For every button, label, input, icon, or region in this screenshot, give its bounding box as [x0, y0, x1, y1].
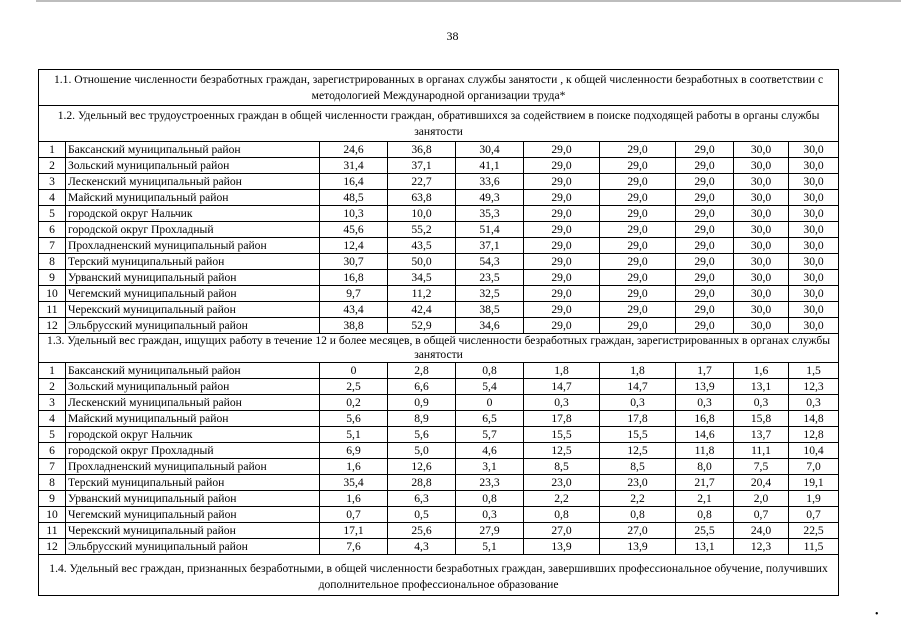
value-cell: 0,8: [456, 363, 524, 379]
value-cell: 41,1: [456, 158, 524, 174]
value-cell: 27,9: [456, 523, 524, 539]
value-cell: 37,1: [456, 238, 524, 254]
value-cell: 29,0: [676, 190, 734, 206]
row-number: 10: [39, 286, 66, 302]
value-cell: 14,7: [600, 379, 676, 395]
value-cell: 30,0: [734, 302, 789, 318]
value-cell: 29,0: [676, 174, 734, 190]
value-cell: 30,0: [734, 206, 789, 222]
value-cell: 15,8: [734, 411, 789, 427]
value-cell: 0,3: [524, 395, 600, 411]
value-cell: 13,7: [734, 427, 789, 443]
district-name: Черекский муниципальный район: [66, 523, 320, 539]
value-cell: 29,0: [600, 142, 676, 158]
value-cell: 0,7: [734, 507, 789, 523]
value-cell: 2,2: [524, 491, 600, 507]
table-row: [39, 443, 839, 459]
value-cell: 23,3: [456, 475, 524, 491]
value-cell: 5,6: [320, 411, 388, 427]
value-cell: 29,0: [524, 158, 600, 174]
district-name: Эльбрусский муниципальный район: [66, 539, 320, 555]
row-number: 1: [39, 142, 66, 158]
value-cell: 30,0: [789, 158, 839, 174]
value-cell: 4,6: [456, 443, 524, 459]
value-cell: 29,0: [600, 318, 676, 334]
table-row: [39, 459, 839, 475]
table-row: [39, 395, 839, 411]
value-cell: 52,9: [388, 318, 456, 334]
value-cell: 0,3: [600, 395, 676, 411]
row-number: 12: [39, 539, 66, 555]
value-cell: 29,0: [600, 190, 676, 206]
value-cell: 30,0: [734, 318, 789, 334]
value-cell: 30,0: [734, 254, 789, 270]
value-cell: 30,0: [789, 206, 839, 222]
value-cell: 27,0: [600, 523, 676, 539]
value-cell: 30,0: [789, 174, 839, 190]
value-cell: 29,0: [524, 142, 600, 158]
table-row: [39, 523, 839, 539]
row-number: 4: [39, 190, 66, 206]
value-cell: 0: [320, 363, 388, 379]
value-cell: 9,7: [320, 286, 388, 302]
value-cell: 45,6: [320, 222, 388, 238]
value-cell: 25,5: [676, 523, 734, 539]
table-row: [39, 475, 839, 491]
district-name: Черекский муниципальный район: [66, 302, 320, 318]
row-number: 4: [39, 411, 66, 427]
value-cell: 11,1: [734, 443, 789, 459]
row-number: 11: [39, 523, 66, 539]
value-cell: 29,0: [524, 174, 600, 190]
value-cell: 30,0: [789, 254, 839, 270]
value-cell: 29,0: [676, 158, 734, 174]
value-cell: 19,1: [789, 475, 839, 491]
value-cell: 0,3: [676, 395, 734, 411]
value-cell: 10,3: [320, 206, 388, 222]
value-cell: 8,0: [676, 459, 734, 475]
table-row: [39, 427, 839, 443]
district-name: Майский муниципальный район: [66, 190, 320, 206]
value-cell: 43,5: [388, 238, 456, 254]
value-cell: 29,0: [676, 206, 734, 222]
value-cell: 24,6: [320, 142, 388, 158]
value-cell: 2,8: [388, 363, 456, 379]
value-cell: 11,8: [676, 443, 734, 459]
value-cell: 12,3: [789, 379, 839, 395]
value-cell: 38,5: [456, 302, 524, 318]
value-cell: 29,0: [600, 158, 676, 174]
value-cell: 0,8: [600, 507, 676, 523]
value-cell: 29,0: [524, 254, 600, 270]
row-number: 3: [39, 174, 66, 190]
value-cell: 30,0: [789, 270, 839, 286]
value-cell: 1,6: [320, 491, 388, 507]
row-number: 9: [39, 491, 66, 507]
value-cell: 29,0: [600, 222, 676, 238]
value-cell: 13,1: [676, 539, 734, 555]
value-cell: 29,0: [524, 318, 600, 334]
value-cell: 12,3: [734, 539, 789, 555]
value-cell: 29,0: [676, 286, 734, 302]
row-number: 2: [39, 158, 66, 174]
value-cell: 29,0: [600, 286, 676, 302]
value-cell: 8,5: [600, 459, 676, 475]
table-row: [39, 302, 839, 318]
value-cell: 29,0: [524, 190, 600, 206]
district-name: Прохладненский муниципальный район: [66, 238, 320, 254]
district-name: городской округ Нальчик: [66, 206, 320, 222]
value-cell: 22,7: [388, 174, 456, 190]
value-cell: 34,5: [388, 270, 456, 286]
value-cell: 14,8: [789, 411, 839, 427]
value-cell: 11,2: [388, 286, 456, 302]
row-number: 10: [39, 507, 66, 523]
value-cell: 34,6: [456, 318, 524, 334]
value-cell: 23,5: [456, 270, 524, 286]
value-cell: 29,0: [600, 174, 676, 190]
table-row: [39, 254, 839, 270]
value-cell: 16,8: [676, 411, 734, 427]
district-name: Терский муниципальный район: [66, 475, 320, 491]
value-cell: 0,5: [388, 507, 456, 523]
district-name: Чегемский муниципальный район: [66, 286, 320, 302]
table-row: [39, 270, 839, 286]
value-cell: 1,9: [789, 491, 839, 507]
value-cell: 0,2: [320, 395, 388, 411]
value-cell: 29,0: [676, 238, 734, 254]
value-cell: 29,0: [676, 222, 734, 238]
district-name: Баксанский муниципальный район: [66, 363, 320, 379]
value-cell: 29,0: [524, 222, 600, 238]
district-name: Зольский муниципальный район: [66, 158, 320, 174]
value-cell: 6,3: [388, 491, 456, 507]
value-cell: 37,1: [388, 158, 456, 174]
district-name: городской округ Прохладный: [66, 222, 320, 238]
table-row: [39, 539, 839, 555]
table-row: [39, 286, 839, 302]
value-cell: 7,0: [789, 459, 839, 475]
value-cell: 2,5: [320, 379, 388, 395]
value-cell: 30,0: [789, 238, 839, 254]
value-cell: 30,0: [734, 238, 789, 254]
value-cell: 15,5: [600, 427, 676, 443]
table-row: [39, 190, 839, 206]
value-cell: 49,3: [456, 190, 524, 206]
value-cell: 29,0: [524, 238, 600, 254]
value-cell: 30,4: [456, 142, 524, 158]
value-cell: 35,3: [456, 206, 524, 222]
row-number: 7: [39, 238, 66, 254]
district-name: городской округ Прохладный: [66, 443, 320, 459]
value-cell: 29,0: [600, 270, 676, 286]
value-cell: 5,7: [456, 427, 524, 443]
value-cell: 20,4: [734, 475, 789, 491]
value-cell: 33,6: [456, 174, 524, 190]
value-cell: 2,1: [676, 491, 734, 507]
value-cell: 10,0: [388, 206, 456, 222]
value-cell: 6,5: [456, 411, 524, 427]
value-cell: 2,0: [734, 491, 789, 507]
value-cell: 4,3: [388, 539, 456, 555]
value-cell: 1,6: [320, 459, 388, 475]
district-name: Урванский муниципальный район: [66, 491, 320, 507]
value-cell: 29,0: [600, 206, 676, 222]
row-number: 11: [39, 302, 66, 318]
value-cell: 17,1: [320, 523, 388, 539]
value-cell: 29,0: [676, 254, 734, 270]
value-cell: 29,0: [676, 318, 734, 334]
value-cell: 0,3: [734, 395, 789, 411]
value-cell: 42,4: [388, 302, 456, 318]
value-cell: 30,0: [734, 142, 789, 158]
row-number: 5: [39, 206, 66, 222]
table-row: [39, 158, 839, 174]
row-number: 8: [39, 475, 66, 491]
value-cell: 30,0: [789, 142, 839, 158]
district-name: Урванский муниципальный район: [66, 270, 320, 286]
section-header-1-4: [39, 555, 839, 596]
district-name: городской округ Нальчик: [66, 427, 320, 443]
district-name: Прохладненский муниципальный район: [66, 459, 320, 475]
value-cell: 36,8: [388, 142, 456, 158]
value-cell: 29,0: [524, 302, 600, 318]
page-number: 38: [446, 29, 459, 43]
value-cell: 0,7: [320, 507, 388, 523]
value-cell: 29,0: [524, 286, 600, 302]
value-cell: 29,0: [600, 254, 676, 270]
value-cell: 14,7: [524, 379, 600, 395]
section-title-1-4: 1.4. Удельный вес граждан, признанных безработными, в общей численности безработных граждан, завершивших профессиональное обучение, получивших дополнительное профессиональное образование: [39, 555, 839, 596]
value-cell: 5,4: [456, 379, 524, 395]
value-cell: 0,8: [524, 507, 600, 523]
margin-dot: •: [875, 609, 879, 620]
value-cell: 12,4: [320, 238, 388, 254]
value-cell: 1,8: [600, 363, 676, 379]
section-title-1-1: 1.1. Отношение численности безработных граждан, зарегистрированных в органах службы занятости , к общей численности безработных в соответствии с методологией Международной организации труда*: [39, 70, 839, 106]
value-cell: 29,0: [524, 206, 600, 222]
value-cell: 14,6: [676, 427, 734, 443]
row-number: 1: [39, 363, 66, 379]
value-cell: 31,4: [320, 158, 388, 174]
value-cell: 2,2: [600, 491, 676, 507]
value-cell: 30,0: [789, 318, 839, 334]
value-cell: 30,0: [734, 174, 789, 190]
value-cell: 29,0: [676, 142, 734, 158]
table-row: [39, 222, 839, 238]
value-cell: 8,9: [388, 411, 456, 427]
value-cell: 6,9: [320, 443, 388, 459]
value-cell: 13,1: [734, 379, 789, 395]
value-cell: 12,6: [388, 459, 456, 475]
value-cell: 51,4: [456, 222, 524, 238]
value-cell: 16,8: [320, 270, 388, 286]
district-name: Лескенский муниципальный район: [66, 174, 320, 190]
row-number: 6: [39, 222, 66, 238]
table-row: [39, 174, 839, 190]
value-cell: 23,0: [524, 475, 600, 491]
section-title-1-2: 1.2. Удельный вес трудоустроенных граждан в общей численности граждан, обратившихся за содействием в поиске подходящей работы в органы службы занятости: [39, 106, 839, 142]
row-number: 6: [39, 443, 66, 459]
value-cell: 0,7: [789, 507, 839, 523]
value-cell: 22,5: [789, 523, 839, 539]
row-number: 5: [39, 427, 66, 443]
row-number: 12: [39, 318, 66, 334]
value-cell: 17,8: [524, 411, 600, 427]
value-cell: 35,4: [320, 475, 388, 491]
table-row: [39, 491, 839, 507]
value-cell: 30,0: [789, 302, 839, 318]
value-cell: 29,0: [524, 270, 600, 286]
value-cell: 0,3: [456, 507, 524, 523]
value-cell: 21,7: [676, 475, 734, 491]
value-cell: 13,9: [524, 539, 600, 555]
value-cell: 30,0: [734, 286, 789, 302]
value-cell: 12,8: [789, 427, 839, 443]
value-cell: 23,0: [600, 475, 676, 491]
value-cell: 25,6: [388, 523, 456, 539]
section-header-1-2: [39, 106, 839, 142]
district-name: Эльбрусский муниципальный район: [66, 318, 320, 334]
value-cell: 30,7: [320, 254, 388, 270]
value-cell: 0: [456, 395, 524, 411]
value-cell: 7,5: [734, 459, 789, 475]
value-cell: 32,5: [456, 286, 524, 302]
value-cell: 17,8: [600, 411, 676, 427]
section-header-1-3: [39, 334, 839, 363]
value-cell: 38,8: [320, 318, 388, 334]
value-cell: 28,8: [388, 475, 456, 491]
value-cell: 30,0: [789, 190, 839, 206]
value-cell: 30,0: [789, 222, 839, 238]
value-cell: 8,5: [524, 459, 600, 475]
value-cell: 5,0: [388, 443, 456, 459]
value-cell: 12,5: [524, 443, 600, 459]
value-cell: 0,8: [676, 507, 734, 523]
top-border-line: [36, 0, 901, 2]
value-cell: 43,4: [320, 302, 388, 318]
row-number: 8: [39, 254, 66, 270]
indicators-table: [38, 69, 839, 596]
value-cell: 16,4: [320, 174, 388, 190]
table-row: [39, 379, 839, 395]
table-row: [39, 318, 839, 334]
value-cell: 27,0: [524, 523, 600, 539]
value-cell: 13,9: [600, 539, 676, 555]
value-cell: 24,0: [734, 523, 789, 539]
district-name: Лескенский муниципальный район: [66, 395, 320, 411]
value-cell: 0,3: [789, 395, 839, 411]
district-name: Терский муниципальный район: [66, 254, 320, 270]
table-row: [39, 507, 839, 523]
value-cell: 1,6: [734, 363, 789, 379]
table-row: [39, 363, 839, 379]
district-name: Майский муниципальный район: [66, 411, 320, 427]
value-cell: 6,6: [388, 379, 456, 395]
district-name: Баксанский муниципальный район: [66, 142, 320, 158]
value-cell: 3,1: [456, 459, 524, 475]
row-number: 9: [39, 270, 66, 286]
value-cell: 1,7: [676, 363, 734, 379]
district-name: Чегемский муниципальный район: [66, 507, 320, 523]
value-cell: 30,0: [734, 190, 789, 206]
value-cell: 54,3: [456, 254, 524, 270]
table-row: [39, 142, 839, 158]
table-row: [39, 238, 839, 254]
value-cell: 48,5: [320, 190, 388, 206]
value-cell: 5,1: [320, 427, 388, 443]
value-cell: 5,6: [388, 427, 456, 443]
row-number: 3: [39, 395, 66, 411]
value-cell: 13,9: [676, 379, 734, 395]
value-cell: 29,0: [676, 270, 734, 286]
value-cell: 0,8: [456, 491, 524, 507]
value-cell: 30,0: [734, 270, 789, 286]
value-cell: 5,1: [456, 539, 524, 555]
value-cell: 29,0: [676, 302, 734, 318]
value-cell: 50,0: [388, 254, 456, 270]
value-cell: 15,5: [524, 427, 600, 443]
row-number: 7: [39, 459, 66, 475]
table-row: [39, 206, 839, 222]
table-row: [39, 411, 839, 427]
value-cell: 10,4: [789, 443, 839, 459]
value-cell: 30,0: [734, 158, 789, 174]
value-cell: 1,8: [524, 363, 600, 379]
value-cell: 7,6: [320, 539, 388, 555]
value-cell: 55,2: [388, 222, 456, 238]
value-cell: 30,0: [789, 286, 839, 302]
value-cell: 63,8: [388, 190, 456, 206]
row-number: 2: [39, 379, 66, 395]
value-cell: 12,5: [600, 443, 676, 459]
section-header-1-1: [39, 70, 839, 106]
district-name: Зольский муниципальный район: [66, 379, 320, 395]
value-cell: 30,0: [734, 222, 789, 238]
section-title-1-3: 1.3. Удельный вес граждан, ищущих работу в течение 12 и более месяцев, в общей численности безработных граждан, зарегистрированных в органах службы занятости: [39, 334, 839, 363]
value-cell: 11,5: [789, 539, 839, 555]
value-cell: 29,0: [600, 238, 676, 254]
value-cell: 0,9: [388, 395, 456, 411]
value-cell: 1,5: [789, 363, 839, 379]
value-cell: 29,0: [600, 302, 676, 318]
